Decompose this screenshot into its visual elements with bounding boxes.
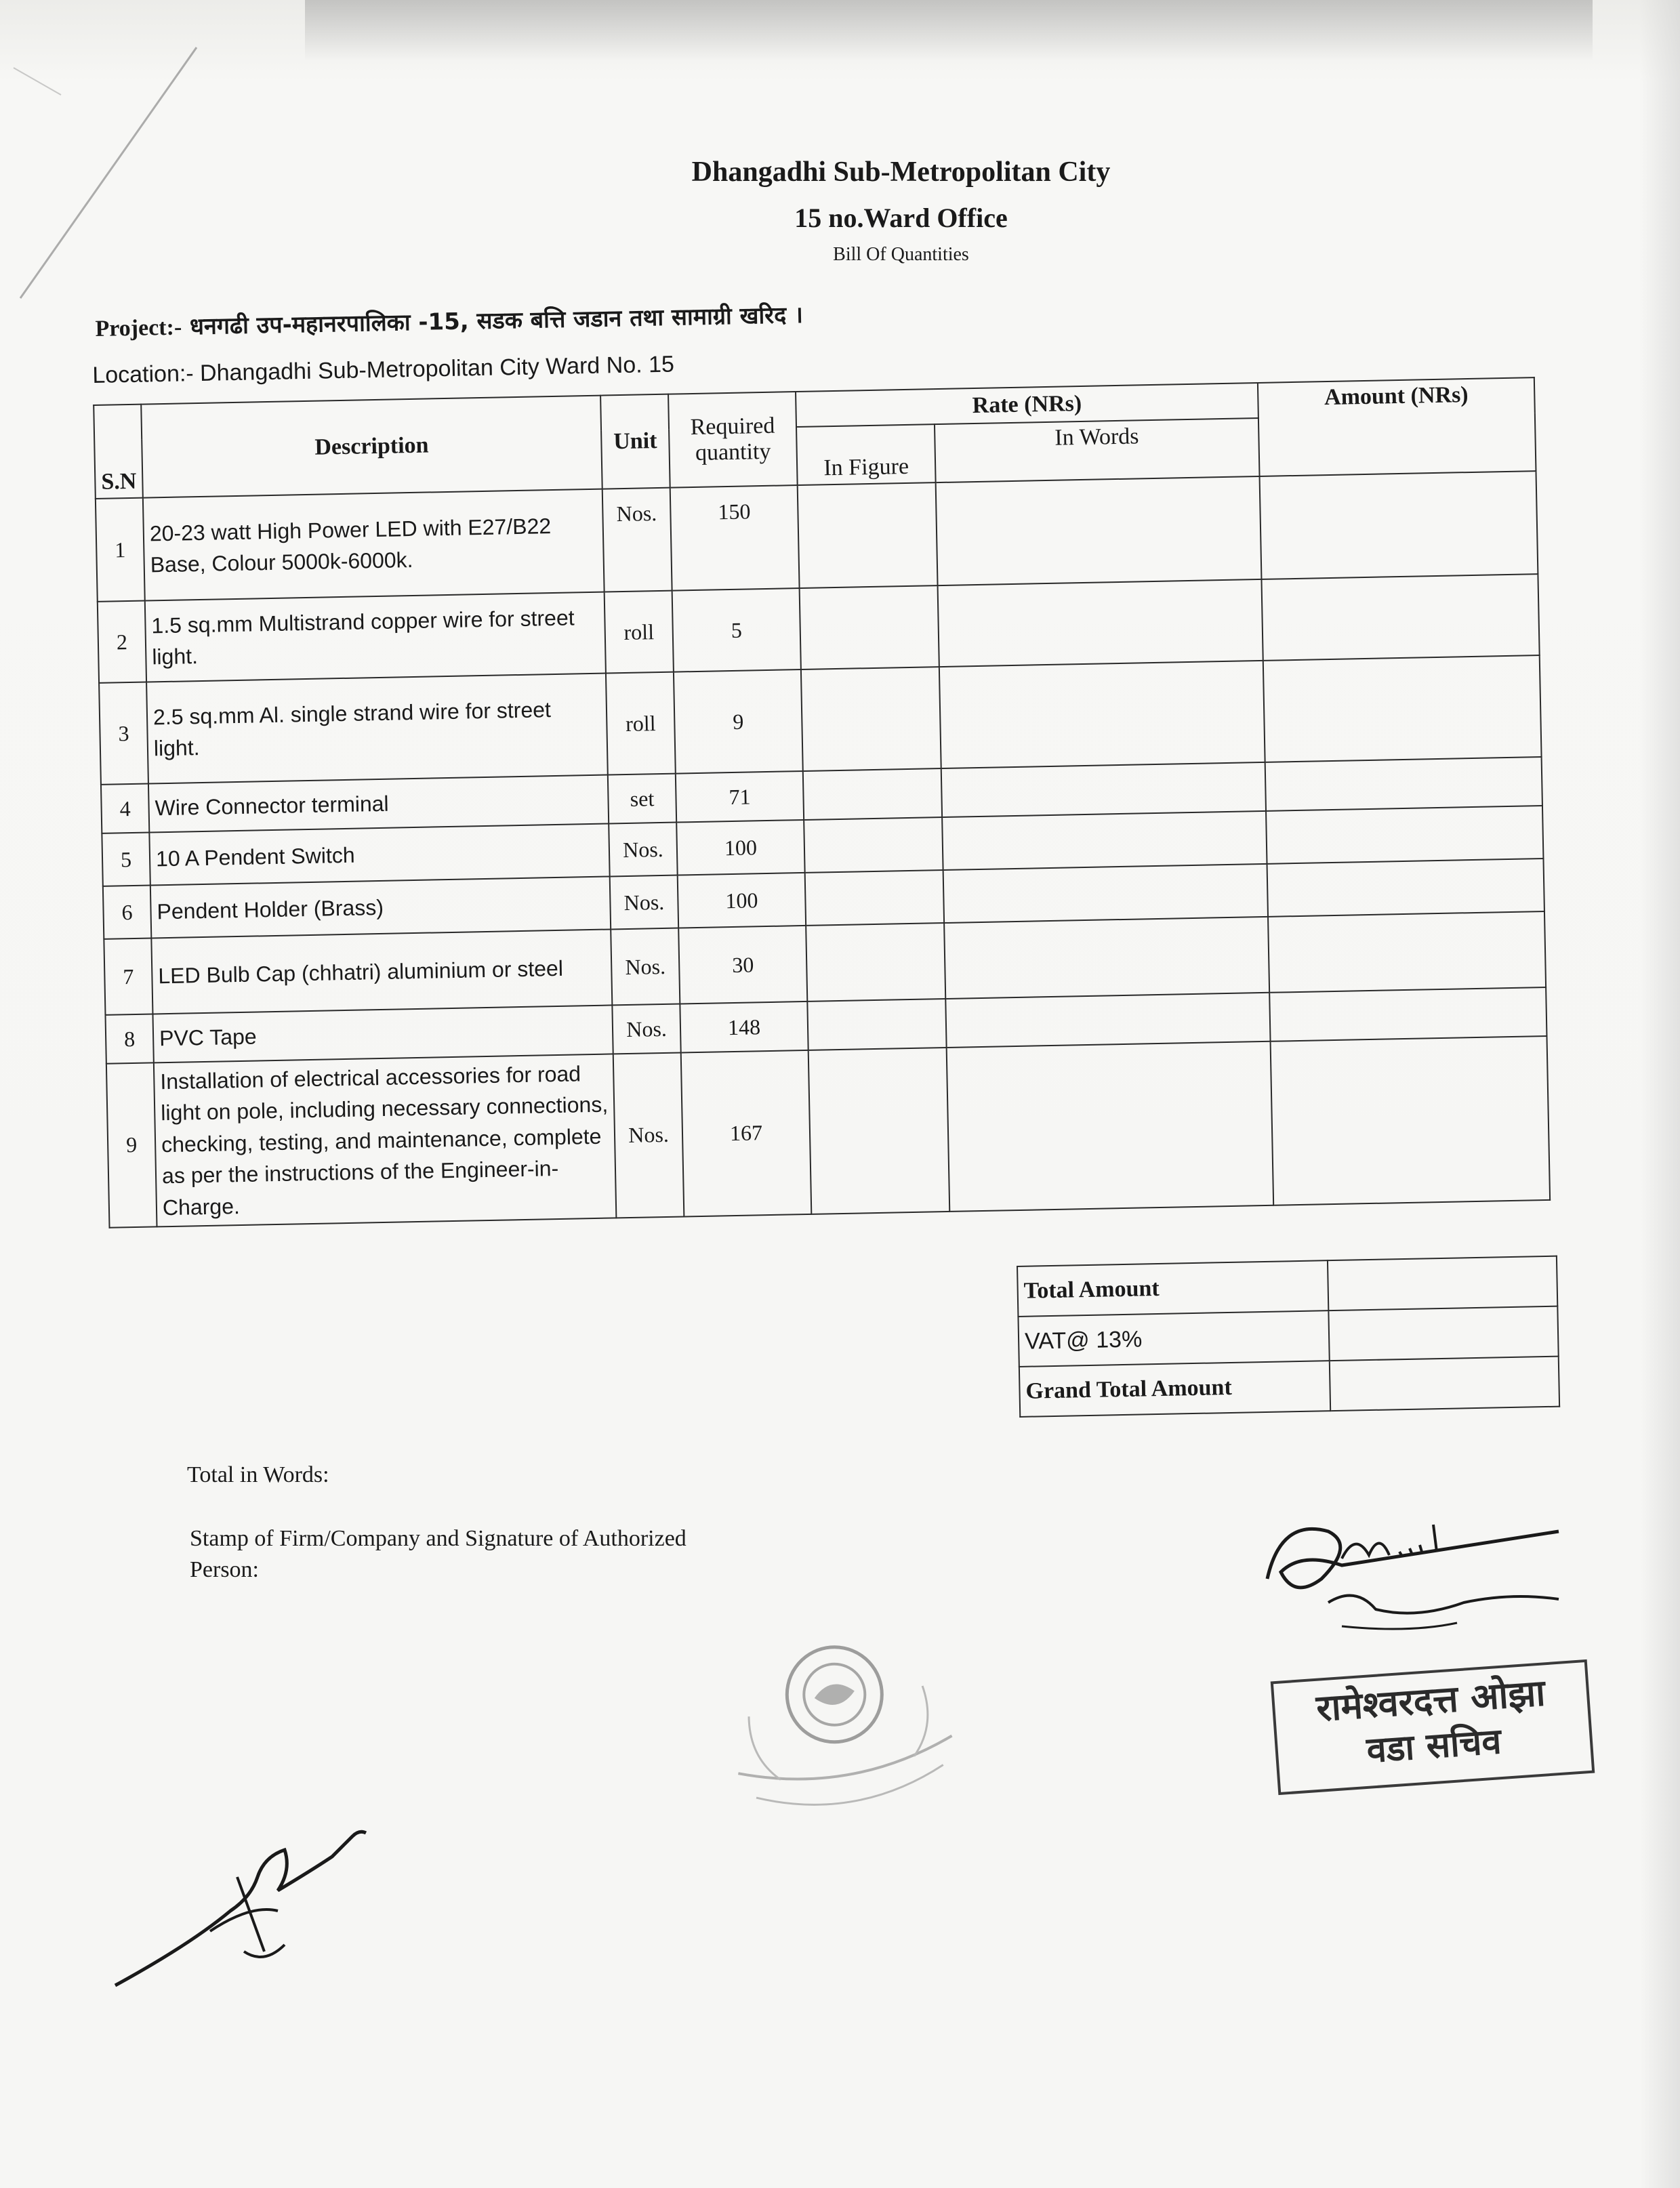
row-description: Installation of electrical accessories for road light on pole, including necessary connections, checking, testing, and maintenance, complete as per the instructions of the Engineer-in-Charge. — [154, 1054, 617, 1226]
row-rate-words — [942, 811, 1267, 870]
row-description: PVC Tape — [152, 1005, 613, 1062]
table-row — [106, 1036, 1550, 1228]
header-sn: S.N — [94, 405, 143, 499]
row-unit: Nos. — [612, 1004, 680, 1054]
row-rate-figure — [806, 923, 945, 1002]
row-amount — [1268, 911, 1546, 993]
row-quantity: 150 — [670, 485, 800, 591]
office-title: 15 no.Ward Office — [794, 203, 1008, 233]
office-seal — [705, 1619, 976, 1836]
boq-table — [93, 377, 1551, 1229]
row-rate-words — [947, 1041, 1274, 1212]
row-rate-words — [943, 864, 1268, 923]
row-rate-words — [941, 762, 1266, 817]
vat-label: VAT@ 13% — [1018, 1310, 1329, 1367]
row-rate-figure — [805, 870, 944, 926]
secretary-name: रामेश्वरदत्त ओझा — [1315, 1671, 1547, 1730]
row-sn: 7 — [104, 938, 152, 1014]
row-rate-figure — [807, 999, 946, 1050]
row-rate-words — [944, 917, 1269, 999]
project-label: Project:- — [95, 314, 182, 342]
row-unit: Nos. — [602, 488, 672, 592]
row-sn: 8 — [105, 1014, 153, 1063]
row-rate-figure — [804, 817, 943, 873]
row-amount — [1261, 574, 1539, 661]
header-in-figure: In Figure — [796, 424, 936, 485]
grand-total-row — [1019, 1357, 1559, 1417]
totals-table — [1017, 1256, 1560, 1418]
row-sn: 5 — [102, 833, 150, 886]
header-unit: Unit — [600, 394, 670, 489]
document-type: Bill Of Quantities — [833, 244, 969, 265]
row-sn: 3 — [99, 682, 148, 785]
row-quantity: 100 — [678, 873, 806, 928]
row-amount — [1267, 859, 1544, 917]
row-rate-words — [936, 476, 1262, 585]
total-amount-value — [1328, 1256, 1557, 1310]
row-sn: 4 — [101, 784, 149, 833]
city-title: Dhangadhi Sub-Metropolitan City — [691, 157, 1111, 188]
row-quantity: 5 — [672, 588, 801, 672]
row-unit: Nos. — [610, 875, 678, 930]
row-quantity: 167 — [681, 1050, 812, 1217]
row-description: 20-23 watt High Power LED with E27/B22 Base, Colour 5000k-6000k. — [143, 489, 605, 601]
row-amount — [1263, 655, 1542, 762]
secretary-stamp — [1271, 1659, 1595, 1795]
row-quantity: 148 — [680, 1002, 808, 1053]
row-rate-words — [938, 579, 1263, 667]
vat-value — [1328, 1306, 1558, 1361]
row-quantity: 30 — [678, 926, 807, 1004]
total-amount-label: Total Amount — [1017, 1260, 1328, 1317]
row-rate-words — [945, 993, 1270, 1048]
project-text: धनगढी उप-महानरपालिका -15, सडक बत्ति जडान तथा सामाग्री खरिद । — [189, 301, 804, 341]
row-amount — [1260, 471, 1538, 579]
row-unit: Nos. — [611, 928, 680, 1006]
row-rate-figure — [801, 667, 941, 771]
row-unit: roll — [605, 591, 674, 674]
row-rate-figure — [800, 585, 939, 669]
row-description: LED Bulb Cap (chhatri) aluminium or steel — [151, 929, 612, 1014]
row-rate-figure — [798, 482, 938, 588]
row-description: Pendent Holder (Brass) — [150, 876, 611, 938]
row-quantity: 71 — [676, 771, 804, 823]
grand-total-value — [1330, 1357, 1559, 1411]
row-unit: roll — [606, 672, 676, 775]
row-unit: Nos. — [609, 823, 677, 877]
approver-signature — [108, 1796, 393, 1999]
grand-total-label: Grand Total Amount — [1019, 1361, 1330, 1417]
header-quantity: Required quantity — [668, 392, 798, 488]
row-amount — [1266, 806, 1543, 864]
header-description: Description — [141, 396, 602, 498]
location-line: Location:- Dhangadhi Sub-Metropolitan City Ward No. 15 — [92, 351, 675, 388]
totals-table-wrapper — [1017, 1256, 1560, 1418]
row-description: 10 A Pendent Switch — [149, 823, 609, 885]
total-in-words-label: Total in Words: — [187, 1462, 329, 1487]
boq-table-wrapper — [92, 335, 1551, 1229]
header-in-words: In Words — [935, 418, 1260, 482]
row-sn: 6 — [103, 885, 151, 938]
secretary-title: वडा सचिव — [1365, 1721, 1503, 1771]
scan-edge — [1639, 0, 1680, 2188]
row-amount — [1269, 987, 1546, 1041]
row-sn: 9 — [106, 1062, 157, 1227]
row-quantity: 9 — [674, 669, 803, 774]
secretary-signature — [1240, 1491, 1593, 1667]
header-amount: Amount (NRs) — [1258, 377, 1536, 476]
row-sn: 2 — [98, 601, 146, 683]
row-description: 2.5 sq.mm Al. single strand wire for street light. — [146, 674, 608, 784]
row-unit: Nos. — [613, 1053, 684, 1218]
row-amount — [1265, 757, 1542, 811]
row-rate-figure — [808, 1048, 950, 1214]
row-unit: set — [608, 774, 676, 824]
stamp-signature-label: Stamp of Firm/Company and Signature of Authorized Person: — [190, 1526, 687, 1582]
scan-shadow — [305, 0, 1593, 61]
row-description: Wire Connector terminal — [148, 775, 609, 833]
row-description: 1.5 sq.mm Multistrand copper wire for street light. — [145, 592, 606, 682]
row-sn: 1 — [96, 498, 145, 602]
row-rate-figure — [803, 768, 942, 820]
header-rate: Rate (NRs) — [796, 383, 1258, 427]
row-quantity: 100 — [676, 820, 804, 875]
row-rate-words — [939, 661, 1265, 768]
row-amount — [1271, 1036, 1551, 1205]
